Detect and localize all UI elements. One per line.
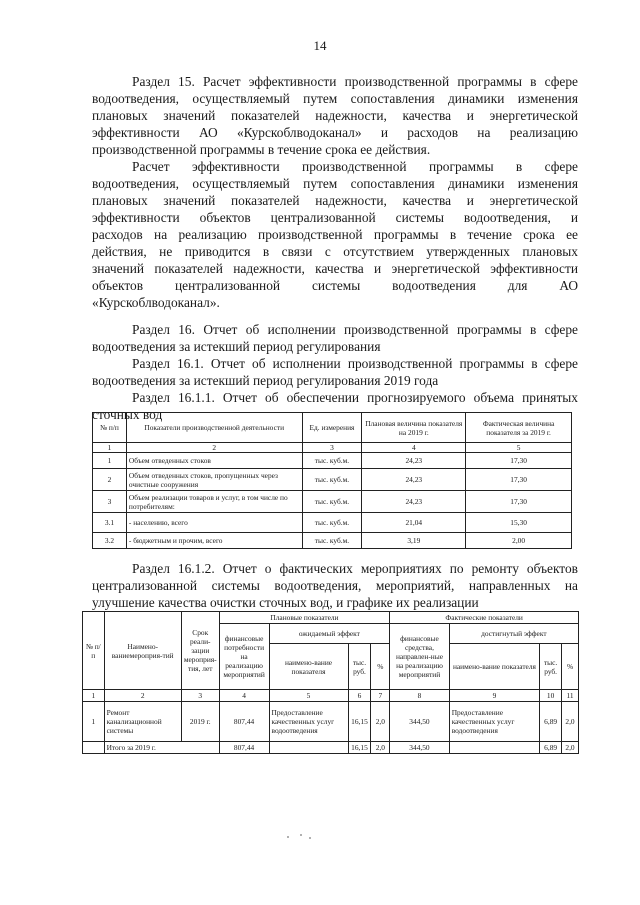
heading-line: Раздел 15. Расчет эффективности производственной программы в сфере bbox=[132, 74, 578, 89]
header-cell: Срок реали-зации мероприя-тия, лет bbox=[181, 612, 219, 690]
cell: 15,30 bbox=[466, 513, 572, 533]
heading-line: Раздел 16. Отчет об исполнении производственной программы в сфере bbox=[132, 322, 578, 337]
body-line: водоотведения, осуществляемый путем сопоставления динамики изменения bbox=[92, 176, 578, 191]
scan-speck bbox=[300, 834, 302, 836]
cell: Итого за 2019 г. bbox=[104, 742, 219, 754]
body-line: действия, не приводится в связи с отсутствием утвержденных плановых bbox=[92, 244, 578, 259]
cell: тыс. куб.м. bbox=[302, 469, 362, 491]
header-cell: Фактическая величина показателя за 2019 г. bbox=[466, 413, 572, 443]
scan-speck bbox=[287, 836, 289, 838]
scan-speck bbox=[309, 837, 311, 839]
heading-line: централизованной системы водоотведения, мероприятий, направленных на bbox=[92, 578, 578, 593]
table-row bbox=[93, 513, 572, 533]
index-cell: 5 bbox=[466, 443, 572, 453]
cell: Объем отведенных стоков bbox=[126, 453, 302, 469]
table-row bbox=[83, 702, 579, 742]
header-cell: наимено-вание показателя bbox=[449, 644, 540, 690]
section-15-heading bbox=[92, 73, 578, 158]
index-cell: 3 bbox=[302, 443, 362, 453]
cell: Предоставление качественных услуг водоотведения bbox=[449, 702, 540, 742]
cell: 21,04 bbox=[362, 513, 466, 533]
cell bbox=[83, 742, 105, 754]
index-cell: 1 bbox=[93, 443, 127, 453]
header-cell: Наимено-ваниемероприя-тий bbox=[104, 612, 181, 690]
cell: 2 bbox=[93, 469, 127, 491]
header-cell: Ед. измерения bbox=[302, 413, 362, 443]
cell: 3.1 bbox=[93, 513, 127, 533]
cell: Объем реализации товаров и услуг, в том числе по потребителям: bbox=[126, 491, 302, 513]
body-line: эффективности объектов централизованной системы водоотведения, и bbox=[92, 210, 578, 225]
index-cell: 1 bbox=[83, 690, 105, 702]
heading-line: производственной программы в течение срока ее действия. bbox=[92, 142, 431, 157]
cell: 2,00 bbox=[466, 533, 572, 549]
index-cell: 8 bbox=[390, 690, 449, 702]
cell: - бюджетным и прочим, всего bbox=[126, 533, 302, 549]
cell: 2019 г. bbox=[181, 702, 219, 742]
index-cell: 4 bbox=[219, 690, 269, 702]
header-cell: № п/п bbox=[93, 413, 127, 443]
cell: 16,15 bbox=[348, 702, 371, 742]
body-line: объектов централизованной системы водоотведения для АО bbox=[92, 278, 578, 293]
subheading-line: Раздел 16.1.1. Отчет об обеспечении прогнозируемого объема принятых bbox=[132, 390, 578, 405]
index-cell: 5 bbox=[269, 690, 348, 702]
index-cell: 9 bbox=[449, 690, 540, 702]
cell: тыс. куб.м. bbox=[302, 491, 362, 513]
page-number: 14 bbox=[313, 38, 327, 53]
header-cell: тыс. руб. bbox=[540, 644, 562, 690]
cell bbox=[449, 742, 540, 754]
cell: 17,30 bbox=[466, 491, 572, 513]
cell: 2,0 bbox=[371, 742, 390, 754]
index-cell: 2 bbox=[104, 690, 181, 702]
header-cell: % bbox=[371, 644, 390, 690]
header-cell: финансовые потребности на реализацию мероприятий bbox=[219, 624, 269, 690]
header-cell: Фактические показатели bbox=[390, 612, 579, 624]
cell: - населению, всего bbox=[126, 513, 302, 533]
heading-line: водоотведения за истекший период регулирования bbox=[92, 339, 381, 354]
cell: 2,0 bbox=[562, 742, 579, 754]
cell: 6,89 bbox=[540, 742, 562, 754]
cell: 16,15 bbox=[348, 742, 371, 754]
cell: тыс. куб.м. bbox=[302, 533, 362, 549]
cell: 3,19 bbox=[362, 533, 466, 549]
cell: 17,30 bbox=[466, 469, 572, 491]
subheading-line: сточных вод bbox=[92, 407, 163, 422]
cell: 6,89 bbox=[540, 702, 562, 742]
index-cell: 11 bbox=[562, 690, 579, 702]
cell: 3.2 bbox=[93, 533, 127, 549]
table-row bbox=[93, 469, 572, 491]
index-cell: 10 bbox=[540, 690, 562, 702]
cell: 24,23 bbox=[362, 491, 466, 513]
heading-line: улучшение качества очистки сточных вод, и графике их реализации bbox=[92, 595, 479, 610]
body-line: Расчет эффективности производственной программы в сфере bbox=[132, 159, 578, 174]
cell: 344,50 bbox=[390, 702, 449, 742]
body-line: значений показателей надежности, качества и энергетической эффективности bbox=[92, 261, 578, 276]
measures-table bbox=[82, 611, 579, 754]
body-line: «Курскоблводоканал». bbox=[92, 295, 220, 310]
heading-line: эффективности АО «Курскоблводоканал» и расходов на реализацию bbox=[92, 125, 578, 140]
subheading-line: Раздел 16.1. Отчет об исполнении производственной программы в сфере bbox=[132, 356, 578, 371]
cell: 2,0 bbox=[562, 702, 579, 742]
cell: 2,0 bbox=[371, 702, 390, 742]
header-cell: Плановая величина показателя на 2019 г. bbox=[362, 413, 466, 443]
cell: 1 bbox=[83, 702, 105, 742]
index-cell: 2 bbox=[126, 443, 302, 453]
body-line: расходов на реализацию производственной программы в течение срока ее bbox=[92, 227, 578, 242]
header-cell: Плановые показатели bbox=[219, 612, 390, 624]
heading-line: Раздел 16.1.2. Отчет о фактических мероприятиях по ремонту объектов bbox=[132, 561, 578, 576]
cell: Ремонт канализационной системы bbox=[104, 702, 181, 742]
cell: Объем отведенных стоков, пропущенных через очистные сооружения bbox=[126, 469, 302, 491]
header-cell: % bbox=[562, 644, 579, 690]
table-row bbox=[93, 533, 572, 549]
heading-line: водоотведения, осуществляемый путем сопоставления динамики изменения bbox=[92, 91, 578, 106]
subheading-line: водоотведения за истекший период регулирования 2019 года bbox=[92, 373, 439, 388]
cell: 344,50 bbox=[390, 742, 449, 754]
header-cell: № п/п bbox=[83, 612, 105, 690]
cell: тыс. куб.м. bbox=[302, 513, 362, 533]
section-16-1-2-heading bbox=[92, 560, 578, 611]
header-cell: финансовые средства, направлен-ные на реализацию мероприятий bbox=[390, 624, 449, 690]
cell: 24,23 bbox=[362, 469, 466, 491]
header-cell: ожидаемый эффект bbox=[269, 624, 390, 644]
header-cell: тыс. руб. bbox=[348, 644, 371, 690]
section-15-body bbox=[92, 158, 578, 311]
cell bbox=[269, 742, 348, 754]
body-line: плановых значений показателей надежности, качества и энергетической bbox=[92, 193, 578, 208]
header-cell: Показатели производственной деятельности bbox=[126, 413, 302, 443]
total-row bbox=[83, 742, 579, 754]
index-cell: 3 bbox=[181, 690, 219, 702]
header-cell: достигнутый эффект bbox=[449, 624, 578, 644]
cell: 807,44 bbox=[219, 742, 269, 754]
index-cell: 4 bbox=[362, 443, 466, 453]
table-row bbox=[93, 491, 572, 513]
cell: Предоставление качественных услуг водоотведения bbox=[269, 702, 348, 742]
cell: 807,44 bbox=[219, 702, 269, 742]
cell: 1 bbox=[93, 453, 127, 469]
heading-line: плановых значений показателей надежности, качества и энергетической bbox=[92, 108, 578, 123]
table-row bbox=[93, 453, 572, 469]
cell: 3 bbox=[93, 491, 127, 513]
index-cell: 7 bbox=[371, 690, 390, 702]
volume-table bbox=[92, 412, 572, 549]
cell: тыс. куб.м. bbox=[302, 453, 362, 469]
cell: 24,23 bbox=[362, 453, 466, 469]
index-cell: 6 bbox=[348, 690, 371, 702]
cell: 17,30 bbox=[466, 453, 572, 469]
section-16-heading bbox=[92, 321, 578, 423]
header-cell: наимено-вание показателя bbox=[269, 644, 348, 690]
